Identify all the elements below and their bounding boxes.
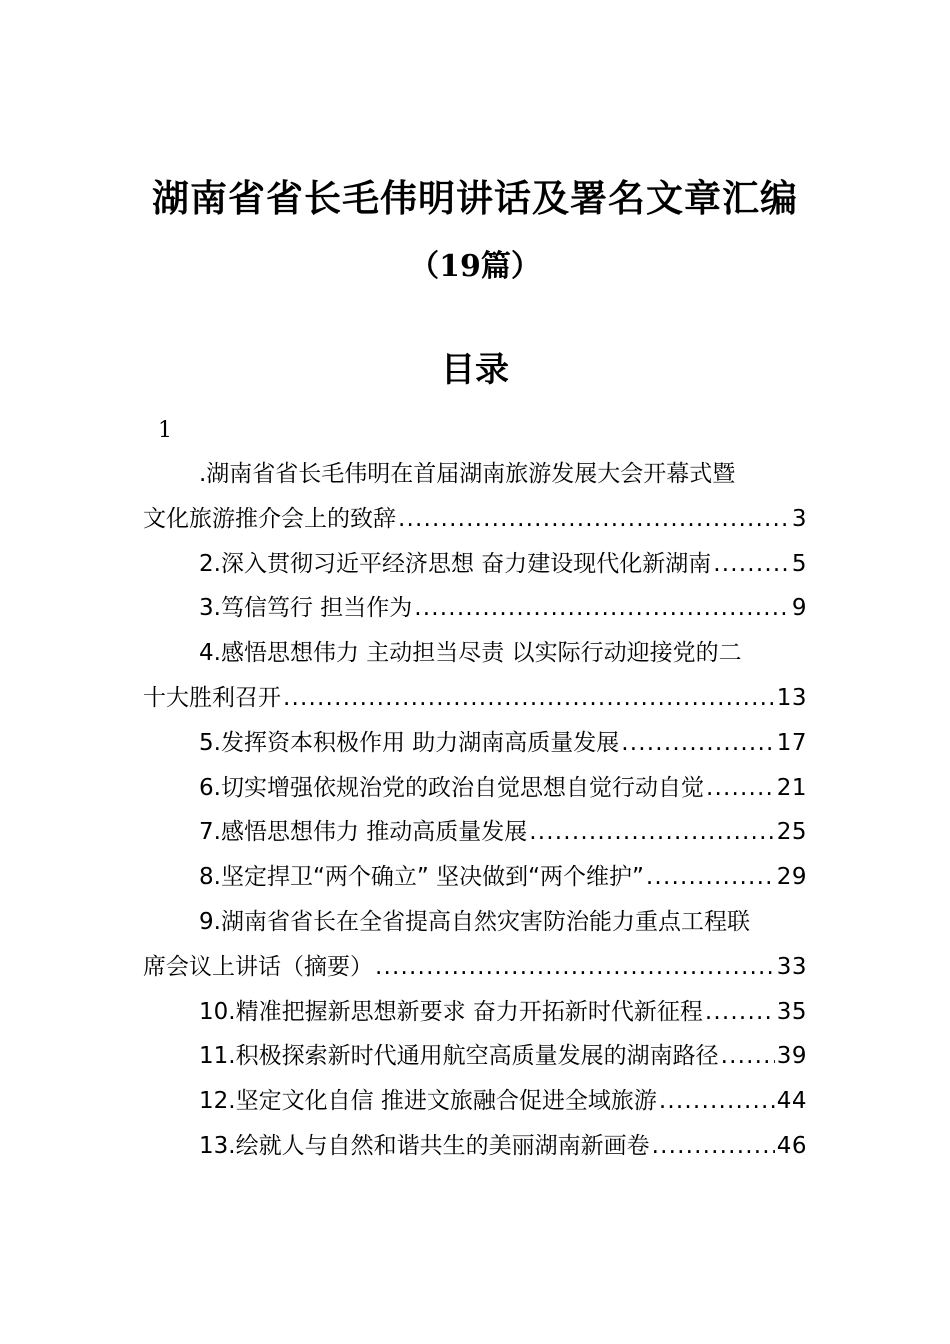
- toc-entry[interactable]: [143, 900, 807, 990]
- toc-page-number: 3: [791, 505, 807, 532]
- toc-page-number: 9: [791, 595, 807, 622]
- toc-page-number: 39: [776, 1043, 807, 1070]
- toc-page-number: 13: [776, 684, 807, 711]
- toc-leader-dots: [721, 1034, 775, 1079]
- toc-leader-dots: [705, 990, 775, 1035]
- toc-entry-title-line1: 4.感悟思想伟力 主动担当尽责 以实际行动迎接党的二: [199, 640, 742, 667]
- toc-entry-title-line1: 9.湖南省省长在全省提高自然灾害防治能力重点工程联: [199, 908, 750, 935]
- table-of-contents: [143, 452, 807, 1169]
- document-subtitle: （19篇）: [409, 249, 541, 284]
- toc-leader-dots: [414, 586, 790, 631]
- toc-page-number: 5: [791, 550, 807, 577]
- toc-leader-dots: [621, 721, 774, 766]
- toc-page-number: 35: [776, 998, 807, 1025]
- toc-entry[interactable]: [143, 721, 807, 766]
- stray-page-number: 1: [158, 418, 172, 443]
- toc-leader-dots: [713, 542, 790, 587]
- toc-leader-dots: [283, 676, 775, 721]
- toc-entry-title: 十大胜利召开: [143, 684, 281, 711]
- toc-heading: 目录: [441, 350, 509, 390]
- toc-entry-title: 13.绘就人与自然和谐共生的美丽湖南新画卷: [199, 1132, 650, 1159]
- toc-leader-dots: [646, 855, 775, 900]
- toc-entry-title: 11.积极探索新时代通用航空高质量发展的湖南路径: [199, 1043, 719, 1070]
- toc-entry-title: 10.精准把握新思想新要求 奋力开拓新时代新征程: [199, 998, 703, 1025]
- toc-entry-title: 8.坚定捍卫“两个确立” 坚决做到“两个维护”: [199, 864, 644, 891]
- toc-entry[interactable]: [143, 855, 807, 900]
- toc-entry-title: 12.坚定文化自信 推进文旅融合促进全域旅游: [199, 1088, 657, 1115]
- document-title: 湖南省省长毛伟明讲话及署名文章汇编: [152, 176, 798, 220]
- toc-leader-dots: [706, 766, 775, 811]
- toc-entry-title: 7.感悟思想伟力 推动高质量发展: [199, 819, 528, 846]
- toc-leader-dots: [375, 945, 775, 990]
- toc-page-number: 21: [776, 774, 807, 801]
- toc-entry-title: 6.切实增强依规治党的政治自觉思想自觉行动自觉: [199, 774, 704, 801]
- toc-leader-dots: [529, 810, 774, 855]
- toc-entry[interactable]: [143, 1079, 807, 1124]
- toc-leader-dots: [659, 1079, 775, 1124]
- toc-entry[interactable]: [143, 452, 807, 542]
- toc-entry-title: 文化旅游推介会上的致辞: [143, 505, 396, 532]
- toc-leader-dots: [398, 497, 790, 542]
- toc-entry[interactable]: [143, 631, 807, 721]
- toc-entry-title: 席会议上讲话（摘要）: [143, 953, 373, 980]
- toc-entry[interactable]: [143, 542, 807, 587]
- toc-entry[interactable]: [143, 1034, 807, 1079]
- toc-page-number: 46: [776, 1132, 807, 1159]
- toc-entry[interactable]: [143, 766, 807, 811]
- toc-entry-title-line1: .湖南省省长毛伟明在首届湖南旅游发展大会开幕式暨: [199, 461, 736, 487]
- toc-entry[interactable]: [143, 990, 807, 1035]
- toc-entry-title: 5.发挥资本积极作用 助力湖南高质量发展: [199, 729, 620, 756]
- toc-page-number: 33: [776, 953, 807, 980]
- toc-page-number: 29: [776, 864, 807, 891]
- toc-page-number: 25: [776, 819, 807, 846]
- toc-leader-dots: [652, 1124, 775, 1169]
- toc-entry-title: 2.深入贯彻习近平经济思想 奋力建设现代化新湖南: [199, 550, 712, 577]
- toc-entry[interactable]: [143, 810, 807, 855]
- toc-entry[interactable]: [143, 586, 807, 631]
- toc-entry[interactable]: [143, 1124, 807, 1169]
- toc-page-number: 17: [776, 729, 807, 756]
- toc-page-number: 44: [776, 1088, 807, 1115]
- toc-entry-title: 3.笃信笃行 担当作为: [199, 595, 413, 622]
